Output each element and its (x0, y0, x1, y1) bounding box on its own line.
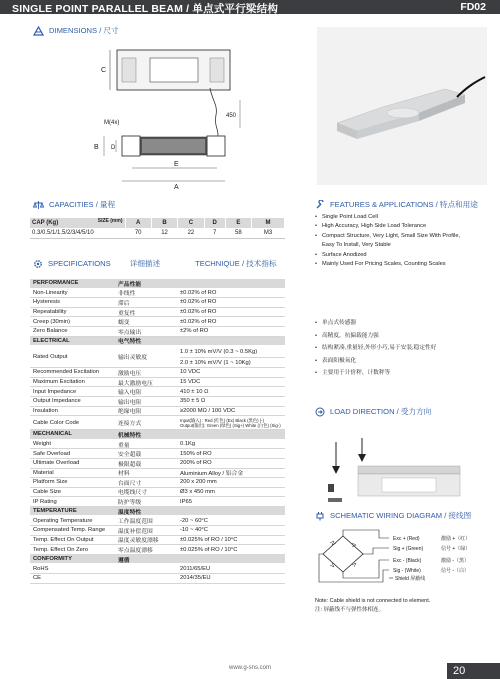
list-item: • Mainly Used For Pricing Scales, Counting Scales (315, 261, 446, 268)
spec-group-conformity: CONFORMITY 遵循 (30, 555, 285, 565)
wire-shield: Shield 屏蔽线 (395, 576, 426, 582)
wrench-icon (315, 200, 325, 210)
capacities-title: CAPACITIES / 量程 (49, 200, 116, 209)
table-row: Creep (30min) 蠕变 ±0.02% of RO (30, 317, 285, 327)
dim-len-label: 450 (226, 113, 237, 119)
table-row: Temp. Effect On Zero 零点温度漂移 ±0.025% of RO / 10°C (30, 545, 285, 555)
list-item: • 结构紧凑,重量轻,外形小巧,易于安装,稳定性好 (315, 345, 437, 352)
cable-color-input: Input(输入) : Red (红色) (Ex) Black (黑色) (-) (180, 417, 265, 423)
table-row: Cable Color Code 连接方式 Input(输入) : Red (红色) (Ex) Black (黑色) (-) Output(输出): Green (绿色) (Sig+) White (白色) (Sig-) (30, 416, 285, 430)
table-row: Compensated Temp. Range 温度补偿范围 -10 ~ 40°C (30, 526, 285, 536)
specifications-heading (33, 258, 277, 269)
features-list-cn (315, 317, 493, 380)
wiring-heading (315, 510, 471, 521)
header-bar (0, 0, 500, 14)
wire-exc-pos: Exc + (Red) (393, 536, 420, 542)
table-row: Temp. Effect On Output 温度灵敏度漂移 ±0.025% of RO / 10°C (30, 536, 285, 546)
table-row: Safe Overload 安全超载 150% of RO (30, 449, 285, 459)
table-row: RoHS 2011/65/EU (30, 564, 285, 574)
list-item: • 高精度，抗偏载能力强 (315, 332, 379, 339)
list-item: • 表面阳极氧化 (315, 357, 357, 364)
table-row (30, 228, 285, 238)
ruler-icon (33, 26, 44, 36)
spec-group-mechanical: MECHANICAL 机械特性 (30, 430, 285, 440)
spec-group-performance: PERFORMANCE 产品性能 (30, 279, 285, 289)
page-title: SINGLE POINT PARALLEL BEAM / 单点式平行梁结构 (12, 3, 279, 15)
wiring-diagram (317, 524, 487, 586)
dimensions-heading (33, 25, 119, 36)
note-en: Note: Cable shield is not connected to element. (315, 598, 431, 604)
col-a: A (125, 218, 151, 228)
load-direction-heading (315, 406, 431, 417)
val-m: M3 (252, 228, 285, 238)
table-row: Platform Size 台面尺寸 200 x 200 mm (30, 478, 285, 488)
list-item: • 单点式传感器 (315, 320, 357, 326)
cap-range: 0.3/0.5/1/1.5/2/3/4/5/10 (30, 228, 125, 238)
val-e: 58 (225, 228, 251, 238)
wire-sig-neg-cn: 信号 -（白） (441, 568, 470, 574)
table-row: Weight 重量 0.1Kg (30, 440, 285, 450)
val-b: 12 (151, 228, 177, 238)
note-cn: 注: 屏蔽线不与弹性体相连。 (315, 606, 385, 613)
wire-sig-pos: Sig + (Green) (393, 546, 424, 552)
features-heading (315, 199, 478, 210)
table-row: Operating Temperature 工作温度范围 -20 ~ 60°C (30, 516, 285, 526)
col-d: D (204, 218, 225, 228)
col-e: E (225, 218, 251, 228)
wire-exc-neg: Exc - (Black) (393, 558, 422, 564)
wiring-notes (315, 597, 430, 614)
val-a: 70 (125, 228, 151, 238)
dim-b-label: B (94, 144, 99, 151)
size-label: SIZE (mm) (97, 218, 123, 224)
load-direction-title: LOAD DIRECTION / 受力方向 (330, 407, 432, 416)
col-b: B (151, 218, 177, 228)
table-row: Non-Linearity 非线性 ±0.02% of RO (30, 289, 285, 299)
wire-sig-pos-cn: 信号 +（绿） (441, 546, 471, 552)
capacities-heading (33, 199, 115, 210)
list-item: Easy To Install, Very Stable (322, 242, 391, 249)
wire-sig-neg: Sig - (White) (393, 568, 421, 574)
specifications-title: SPECIFICATIONS (48, 259, 111, 268)
list-item: • Compact Structure, Very Light, Small Size With Profile, (315, 232, 461, 239)
table-row: Ultimate Overload 极限超载 200% of RO (30, 459, 285, 469)
dim-d-label: D (111, 145, 116, 151)
cable-color-output: Output(输出): Green (绿色) (Sig+) White (白色) (Sig-) (180, 422, 281, 428)
spec-table (30, 279, 285, 584)
product-code: FD02 (460, 1, 486, 13)
dimension-drawing (92, 40, 252, 195)
table-row: Input Impedance 输入电阻 410 ± 10 Ω (30, 387, 285, 397)
table-row: Insulation 绝缘电阻 ≥2000 MΩ / 100 VDC (30, 407, 285, 417)
cap-label: CAP (Kg) (32, 220, 59, 226)
product-photo (317, 27, 487, 185)
list-item: • 主要用于计价秤、计数秤等 (315, 370, 391, 377)
list-item: • Surface Anodized (315, 251, 367, 258)
arrow-icon (315, 407, 325, 417)
table-row: Rated Output 输出灵敏度 1.0 ± 10% mV/V (0.3 ~ 0.5Kg) 2.0 ± 10% mV/V (1 ~ 10Kg) (30, 346, 285, 368)
table-row: CE 2014/35/EU (30, 574, 285, 584)
dim-a-label: A (174, 184, 179, 191)
page-number: 20 (447, 663, 500, 679)
list-item: • Single Point Load Cell (315, 214, 378, 220)
capacity-table (30, 218, 285, 239)
dim-c-label: C (101, 67, 107, 74)
cap-header (30, 218, 125, 228)
features-list-en (315, 213, 493, 269)
table-row: Maximum Excitation 最大激励电压 15 VDC (30, 378, 285, 388)
list-item: • High Accuracy, High Side Load Tolerance (315, 223, 427, 230)
table-row: Material 材料 Aluminium Alloy / 铝合金 (30, 469, 285, 479)
load-direction-diagram (326, 436, 466, 512)
val-c: 22 (178, 228, 204, 238)
wiring-title: SCHEMATIC WIRING DIAGRAM / 接线图 (330, 511, 472, 520)
table-row: Repeatability 重复性 ±0.02% of RO (30, 308, 285, 318)
spec-group-electrical: ELECTRICAL 电气特性 (30, 337, 285, 347)
table-row: Zero Balance 零点输出 ±2% of RO (30, 327, 285, 337)
rated-output-2: 2.0 ± 10% mV/V (1 ~ 10Kg) (180, 357, 285, 367)
table-row: Cable Size 电缆线尺寸 Ø3 x 450 mm (30, 488, 285, 498)
plug-icon (315, 511, 325, 521)
scale-icon (33, 200, 44, 210)
footer-url: www.g-sns.com (229, 665, 272, 671)
table-row: IP Rating 防护等级 IP65 (30, 497, 285, 507)
rated-output-1: 1.0 ± 10% mV/V (0.3 ~ 0.5Kg) (180, 348, 258, 355)
gear-icon (33, 259, 43, 269)
col-m: M (252, 218, 285, 228)
dimensions-title: DIMENSIONS / 尺寸 (49, 26, 119, 35)
table-row: Hysteresis 滞后 ±0.02% of RO (30, 298, 285, 308)
table-row: Recommended Excitation 激励电压 10 VDC (30, 368, 285, 378)
features-title: FEATURES & APPLICATIONS / 特点和用途 (330, 200, 478, 209)
dim-m-label: M(4x) (104, 120, 120, 126)
val-d: 7 (204, 228, 225, 238)
wire-exc-pos-cn: 激励 +（红） (441, 536, 471, 542)
table-row: Output Impedance 输出电阻 350 ± 5 Ω (30, 397, 285, 407)
technique-title: TECHNIQUE / 技术指标 (195, 259, 277, 268)
dim-e-label: E (174, 161, 179, 168)
spec-cn-title: 详细描述 (129, 259, 161, 268)
wire-exc-neg-cn: 激励 -（黑） (441, 558, 470, 564)
col-c: C (178, 218, 204, 228)
spec-group-temperature: TEMPERATURE 温度特性 (30, 507, 285, 517)
